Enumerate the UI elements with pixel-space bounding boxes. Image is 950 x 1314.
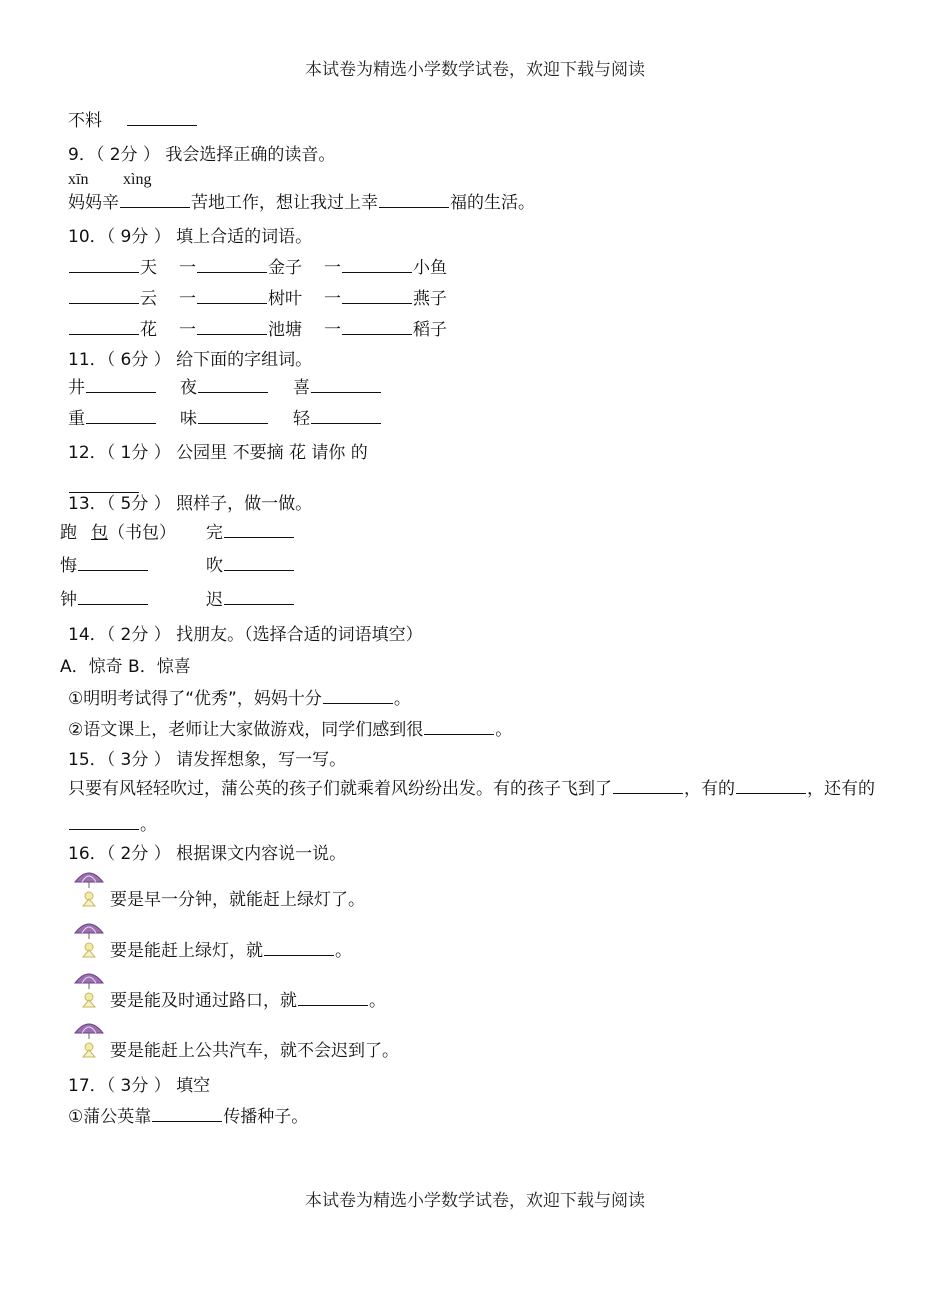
q16-line-3 (110, 993, 386, 1010)
q16-line-4: 要是能赶上公共汽车，就不会迟到了。 (110, 1041, 399, 1061)
top-line (68, 113, 198, 130)
q9-sentence (68, 195, 535, 212)
q13-example (60, 525, 176, 542)
q10-cell: 云 (140, 289, 157, 309)
q10-cell: 金子 (268, 258, 302, 278)
answer-blank[interactable] (198, 422, 268, 424)
answer-blank[interactable] (298, 1004, 368, 1006)
q13-char: 迟 (206, 590, 223, 610)
q11-item (68, 411, 157, 428)
q10-cell: 稻子 (413, 320, 447, 340)
answer-blank[interactable] (342, 271, 412, 273)
answer-blank[interactable] (78, 569, 148, 571)
q16-title: 16．（ 2分 ） 根据课文内容说一说。 (68, 844, 347, 864)
q14-options: A．惊奇 B．惊喜 (60, 657, 191, 677)
q11-char: 夜 (180, 378, 197, 398)
q11-item (180, 411, 269, 428)
answer-blank[interactable] (86, 391, 156, 393)
q9-text-a: 妈妈辛 (68, 193, 119, 213)
q11-char: 井 (68, 378, 85, 398)
answer-blank[interactable] (86, 422, 156, 424)
q14-title: 14．（ 2分 ） 找朋友。（选择合适的词语填空） (68, 625, 423, 645)
q11-item (180, 380, 269, 397)
q15-text: ，有的 (684, 779, 735, 799)
q16-text: 。 (335, 941, 352, 961)
answer-blank[interactable] (197, 333, 267, 335)
answer-blank[interactable] (69, 491, 139, 493)
q13-example-word: 包 (91, 523, 108, 543)
q16-line-1: 要是早一分钟，就能赶上绿灯了。 (110, 890, 365, 910)
q13-item (60, 558, 149, 575)
q14-text: 。 (393, 689, 411, 709)
page-footer: 本试卷为精选小学数学试卷，欢迎下载与阅读 (305, 1191, 645, 1211)
answer-blank[interactable] (736, 792, 806, 794)
q16-line-2 (110, 943, 352, 960)
answer-blank[interactable] (224, 603, 294, 605)
q11-char: 喜 (293, 378, 310, 398)
q10-cell: 树叶 (268, 289, 302, 309)
umbrella-icon (72, 866, 106, 908)
umbrella-icon (72, 917, 106, 959)
q9-title: 9．（ 2分 ） 我会选择正确的读音。 (68, 145, 336, 165)
q10-cell: 燕子 (413, 289, 447, 309)
answer-blank[interactable] (613, 792, 683, 794)
answer-blank[interactable] (78, 603, 148, 605)
q11-char: 重 (68, 409, 85, 429)
answer-blank[interactable] (127, 124, 197, 126)
answer-blank[interactable] (69, 828, 139, 830)
q10-row (68, 322, 447, 339)
q17-sentence (68, 1109, 308, 1126)
q10-cell: 一 (179, 320, 196, 340)
q13-char: 悔 (60, 556, 77, 576)
q10-cell: 一 (179, 258, 196, 278)
answer-blank[interactable] (379, 206, 449, 208)
q13-example-char: 跑 (60, 523, 77, 543)
answer-blank[interactable] (342, 333, 412, 335)
answer-blank[interactable] (264, 954, 334, 956)
q10-cell: 花 (140, 320, 157, 340)
q10-cell: 一 (324, 258, 341, 278)
answer-blank[interactable] (198, 391, 268, 393)
q15-text: 只要有风轻轻吹过，蒲公英的孩子们就乘着风纷纷出发。有的孩子飞到了 (68, 779, 612, 799)
q17-text: 传播种子。 (223, 1107, 309, 1127)
q17-text: ①蒲公英靠 (68, 1107, 152, 1127)
umbrella-icon (72, 967, 106, 1009)
q12-title: 12．（ 1分 ） 公园里 不要摘 花 请你 的 (68, 443, 368, 463)
q9-pinyin-1: xīn (68, 171, 89, 188)
answer-blank[interactable] (152, 1120, 222, 1122)
q14-sentence-2 (68, 722, 512, 739)
q14-text: ①明明考试得了“优秀”，妈妈十分 (68, 689, 322, 709)
q11-item (293, 380, 382, 397)
answer-blank[interactable] (342, 302, 412, 304)
answer-blank[interactable] (311, 391, 381, 393)
q10-cell: 天 (140, 258, 157, 278)
q13-char: 吹 (206, 556, 223, 576)
answer-blank[interactable] (120, 206, 190, 208)
answer-blank[interactable] (69, 333, 139, 335)
q9-pinyin-2: xìng (123, 171, 152, 188)
answer-blank[interactable] (69, 271, 139, 273)
q10-row (68, 260, 447, 277)
q11-item (293, 411, 382, 428)
q10-cell: 一 (324, 320, 341, 340)
q14-sentence-1 (68, 691, 411, 708)
q14-text: 。 (495, 720, 513, 740)
q11-char: 轻 (293, 409, 310, 429)
q11-title: 11．（ 6分 ） 给下面的字组词。 (68, 350, 313, 370)
page-header: 本试卷为精选小学数学试卷，欢迎下载与阅读 (305, 60, 645, 80)
q13-char: 完 (206, 523, 223, 543)
top-line-text: 不料 (68, 111, 102, 131)
q10-row (68, 291, 447, 308)
q15-sentence-end (68, 817, 157, 834)
q15-text: ，还有的 (807, 779, 875, 799)
umbrella-icon (72, 1017, 106, 1059)
q15-title: 15．（ 3分 ） 请发挥想象，写一写。 (68, 750, 347, 770)
q11-item (68, 380, 157, 397)
answer-blank[interactable] (224, 569, 294, 571)
q14-text: ②语文课上，老师让大家做游戏，同学们感到很 (68, 720, 424, 740)
q9-text-b: 苦地工作，想让我过上幸 (191, 193, 378, 213)
answer-blank[interactable] (424, 733, 494, 735)
q16-text: 要是能赶上绿灯，就 (110, 941, 263, 961)
q9-text-c: 福的生活。 (450, 193, 535, 213)
q10-cell: 小鱼 (413, 258, 447, 278)
q13-title: 13．（ 5分 ） 照样子，做一做。 (68, 494, 313, 514)
answer-blank[interactable] (224, 536, 294, 538)
q10-cell: 一 (324, 289, 341, 309)
answer-blank[interactable] (197, 271, 267, 273)
q10-cell: 池塘 (268, 320, 302, 340)
q17-title: 17．（ 3分 ） 填空 (68, 1076, 211, 1096)
answer-blank[interactable] (69, 302, 139, 304)
q13-example-answer: （书包） (108, 523, 176, 543)
q13-item (206, 558, 295, 575)
q16-text: 。 (369, 991, 386, 1011)
q13-item (206, 525, 295, 542)
answer-blank[interactable] (311, 422, 381, 424)
q10-title: 10．（ 9分 ） 填上合适的词语。 (68, 227, 313, 247)
q13-char: 钟 (60, 590, 77, 610)
answer-blank[interactable] (323, 702, 393, 704)
answer-blank[interactable] (197, 302, 267, 304)
q11-char: 味 (180, 409, 197, 429)
q13-item (60, 592, 149, 609)
q13-item (206, 592, 295, 609)
q16-text: 要是能及时通过路口，就 (110, 991, 297, 1011)
q10-cell: 一 (179, 289, 196, 309)
q15-sentence (68, 781, 875, 798)
q15-text: 。 (140, 815, 157, 835)
